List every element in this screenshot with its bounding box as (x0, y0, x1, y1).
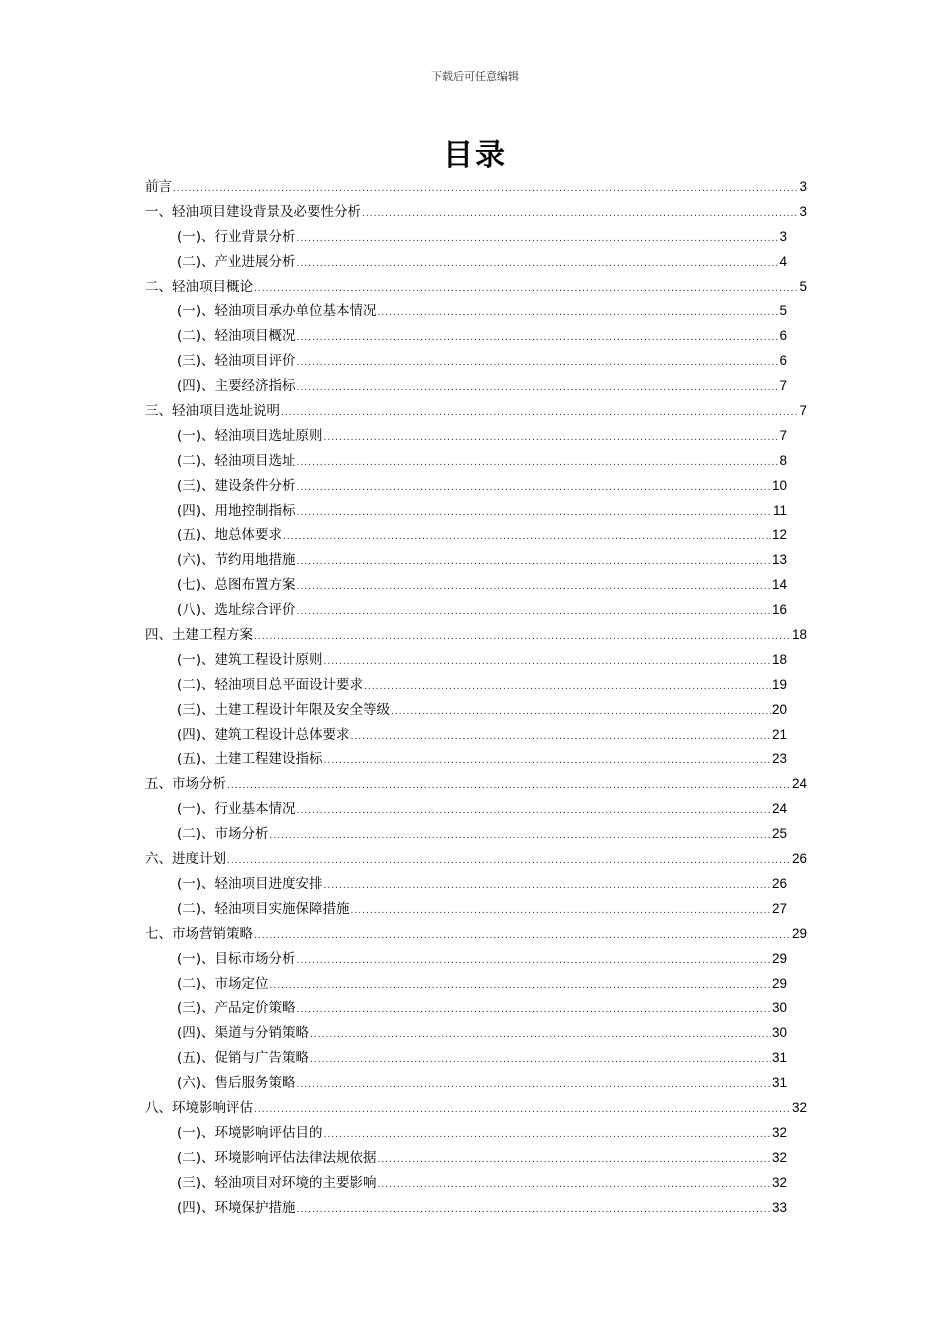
toc-entry-title: (三)、轻油项目评价 (177, 353, 296, 370)
toc-entry-title: (四)、建筑工程设计总体要求 (177, 726, 350, 743)
toc-entry[interactable] (145, 225, 807, 250)
toc-dot-leader (297, 259, 779, 269)
toc-dot-leader (297, 582, 771, 592)
toc-entry[interactable] (145, 374, 807, 399)
toc-entry-title: 一、轻油项目建设背景及必要性分析 (145, 203, 361, 220)
toc-dot-leader (283, 532, 771, 542)
toc-entry-title: (二)、轻油项目概况 (177, 328, 296, 345)
toc-entry-title: (一)、轻油项目选址原则 (177, 427, 323, 444)
toc-dot-leader (378, 1180, 771, 1190)
toc-entry-title: (四)、用地控制指标 (177, 502, 296, 519)
toc-entry[interactable] (145, 972, 807, 997)
toc-entry-title: (五)、地总体要求 (177, 527, 283, 544)
toc-entry-page-number: 27 (771, 900, 787, 916)
toc-entry[interactable] (145, 175, 807, 200)
toc-entry-title: (三)、建设条件分析 (177, 477, 296, 494)
toc-entry-page-number: 16 (771, 602, 787, 618)
toc-entry-title: (二)、产业进展分析 (177, 253, 296, 270)
toc-entry[interactable] (145, 523, 807, 548)
toc-entry-page-number: 3 (799, 179, 807, 194)
toc-entry[interactable] (145, 772, 807, 797)
toc-dot-leader (364, 682, 771, 692)
toc-entry-title: (一)、轻油项目进度安排 (177, 875, 323, 892)
toc-entry-page-number: 13 (771, 552, 787, 568)
toc-entry-page-number: 31 (771, 1050, 787, 1066)
toc-entry-page-number: 7 (799, 403, 807, 419)
toc-entry-title: (七)、总图布置方案 (177, 577, 296, 594)
toc-entry-page-number: 18 (791, 627, 807, 643)
toc-entry-title: (四)、渠道与分销策略 (177, 1025, 310, 1042)
toc-entry-title: (二)、轻油项目总平面设计要求 (177, 676, 364, 693)
toc-entry[interactable] (145, 822, 807, 847)
toc-entry[interactable] (145, 1121, 807, 1146)
toc-entry[interactable] (145, 299, 807, 324)
page-title: 目录 (443, 138, 507, 173)
toc-dot-leader (324, 1130, 771, 1140)
toc-entry[interactable] (145, 797, 807, 822)
toc-entry-title: (一)、建筑工程设计原则 (177, 651, 323, 668)
toc-entry-title: (二)、市场定位 (177, 975, 269, 992)
toc-dot-leader (254, 1105, 791, 1115)
toc-entry-page-number: 20 (771, 701, 787, 717)
toc-dot-leader (391, 707, 771, 717)
toc-dot-leader (173, 184, 798, 194)
toc-entry[interactable] (145, 872, 807, 897)
toc-entry[interactable] (145, 1196, 807, 1221)
toc-entry-page-number: 32 (771, 1124, 787, 1140)
toc-entry-page-number: 26 (791, 851, 807, 867)
toc-entry[interactable] (145, 573, 807, 598)
toc-entry[interactable] (145, 1071, 807, 1096)
toc-entry-title: 五、市场分析 (145, 776, 226, 793)
toc-entry[interactable] (145, 200, 807, 225)
toc-entry-page-number: 18 (771, 651, 787, 667)
toc-dot-leader (254, 931, 791, 941)
toc-entry-title: (二)、轻油项目选址 (177, 452, 296, 469)
toc-entry-title: 四、土建工程方案 (145, 627, 253, 644)
toc-entry-title: (二)、环境影响评估法律法规依据 (177, 1149, 377, 1166)
toc-entry-title: (五)、土建工程建设指标 (177, 751, 323, 768)
toc-entry-page-number: 4 (779, 253, 787, 269)
toc-entry[interactable] (145, 747, 807, 772)
toc-dot-leader (351, 906, 771, 916)
toc-dot-leader (310, 1030, 771, 1040)
toc-dot-leader (270, 981, 771, 991)
toc-entry[interactable] (145, 449, 807, 474)
toc-entry[interactable] (145, 1096, 807, 1121)
toc-entry-title: (五)、促销与广告策略 (177, 1050, 310, 1067)
toc-entry-title: (三)、产品定价策略 (177, 1000, 296, 1017)
toc-entry[interactable] (145, 1021, 807, 1046)
toc-entry-page-number: 23 (771, 751, 787, 767)
toc-entry-page-number: 19 (771, 676, 787, 692)
toc-entry[interactable] (145, 897, 807, 922)
toc-entry-page-number: 31 (771, 1075, 787, 1091)
toc-entry-page-number: 7 (779, 378, 787, 394)
toc-entry-page-number: 32 (791, 1099, 807, 1115)
toc-entry[interactable] (145, 922, 807, 947)
toc-entry-title: (二)、轻油项目实施保障措施 (177, 900, 350, 917)
toc-dot-leader (254, 632, 791, 642)
toc-entry-page-number: 3 (799, 203, 807, 219)
toc-entry-page-number: 7 (779, 427, 787, 443)
toc-dot-leader (270, 831, 771, 841)
toc-entry-title: (八)、选址综合评价 (177, 602, 296, 619)
toc-entry-title: 七、市场营销策略 (145, 925, 253, 942)
toc-entry-page-number: 24 (791, 776, 807, 792)
toc-entry-page-number: 6 (779, 328, 787, 344)
toc-entry[interactable] (145, 1171, 807, 1196)
toc-entry[interactable] (145, 424, 807, 449)
toc-dot-leader (297, 358, 779, 368)
toc-entry-title: (四)、环境保护措施 (177, 1199, 296, 1216)
toc-entry[interactable] (145, 250, 807, 275)
toc-dot-leader (227, 781, 791, 791)
toc-entry[interactable] (145, 648, 807, 673)
toc-entry-title: 八、环境影响评估 (145, 1099, 253, 1116)
toc-entry-title: 二、轻油项目概论 (145, 278, 253, 295)
toc-dot-leader (254, 284, 798, 294)
toc-entry-page-number: 30 (771, 1025, 787, 1041)
toc-dot-leader (310, 1055, 771, 1065)
toc-entry-title: (六)、售后服务策略 (177, 1075, 296, 1092)
toc-entry[interactable] (145, 349, 807, 374)
toc-entry[interactable] (145, 947, 807, 972)
toc-entry-page-number: 26 (771, 875, 787, 891)
toc-dot-leader (297, 458, 779, 468)
toc-entry-title: (三)、土建工程设计年限及安全等级 (177, 701, 391, 718)
toc-dot-leader (297, 557, 771, 567)
toc-entry-title: (三)、轻油项目对环境的主要影响 (177, 1174, 377, 1191)
toc-entry[interactable] (145, 324, 807, 349)
toc-entry-page-number: 5 (779, 303, 787, 319)
toc-entry-page-number: 29 (771, 950, 787, 966)
toc-entry[interactable] (145, 1146, 807, 1171)
toc-entry-page-number: 30 (771, 1000, 787, 1016)
toc-entry-page-number: 32 (771, 1174, 787, 1190)
toc-entry[interactable] (145, 623, 807, 648)
toc-entry-title: 六、进度计划 (145, 851, 226, 868)
toc-entry-title: (六)、节约用地措施 (177, 552, 296, 569)
toc-entry[interactable] (145, 698, 807, 723)
toc-entry[interactable] (145, 1046, 807, 1071)
toc-dot-leader (297, 1205, 771, 1215)
toc-dot-leader (362, 209, 798, 219)
toc-entry-page-number: 21 (771, 726, 787, 742)
toc-entry[interactable] (145, 399, 807, 424)
toc-entry-title: (一)、轻油项目承办单位基本情况 (177, 303, 377, 320)
toc-entry-title: (一)、目标市场分析 (177, 950, 296, 967)
toc-dot-leader (297, 806, 771, 816)
toc-entry[interactable] (145, 673, 807, 698)
toc-entry-page-number: 3 (779, 228, 787, 244)
toc-entry-page-number: 8 (779, 452, 787, 468)
toc-dot-leader (324, 657, 771, 667)
toc-entry-title: (一)、环境影响评估目的 (177, 1124, 323, 1141)
toc-entry-page-number: 29 (791, 925, 807, 941)
toc-dot-leader (297, 483, 771, 493)
toc-entry-page-number: 12 (771, 527, 787, 543)
toc-dot-leader (297, 383, 779, 393)
toc-entry-title: (一)、行业基本情况 (177, 801, 296, 818)
toc-entry[interactable] (145, 598, 807, 623)
toc-entry[interactable] (145, 723, 807, 748)
table-of-contents (145, 175, 807, 1220)
toc-dot-leader (227, 856, 791, 866)
toc-dot-leader (324, 433, 779, 443)
toc-dot-leader (324, 756, 771, 766)
toc-entry[interactable] (145, 499, 807, 524)
toc-entry-page-number: 11 (772, 502, 787, 518)
toc-entry-page-number: 32 (771, 1149, 787, 1165)
toc-entry-page-number: 5 (799, 278, 807, 294)
toc-dot-leader (378, 1155, 771, 1165)
toc-dot-leader (297, 234, 779, 244)
toc-dot-leader (281, 408, 798, 418)
toc-dot-leader (297, 607, 771, 617)
page-header: 下载后可任意编辑 (431, 70, 519, 83)
toc-entry-page-number: 10 (771, 477, 787, 493)
toc-entry-page-number: 25 (771, 826, 787, 842)
toc-dot-leader (297, 508, 772, 518)
toc-entry[interactable] (145, 275, 807, 300)
toc-entry-title: (一)、行业背景分析 (177, 228, 296, 245)
toc-entry-page-number: 33 (771, 1199, 787, 1215)
toc-entry[interactable] (145, 996, 807, 1021)
toc-entry[interactable] (145, 847, 807, 872)
toc-dot-leader (351, 732, 771, 742)
toc-entry[interactable] (145, 548, 807, 573)
toc-dot-leader (324, 881, 771, 891)
toc-entry-page-number: 29 (771, 975, 787, 991)
toc-dot-leader (378, 308, 779, 318)
toc-entry-title: (二)、市场分析 (177, 826, 269, 843)
toc-entry-title: 前言 (145, 179, 172, 195)
toc-dot-leader (297, 1005, 771, 1015)
toc-entry-page-number: 24 (771, 801, 787, 817)
toc-entry-page-number: 6 (779, 353, 787, 369)
toc-entry-page-number: 14 (771, 577, 787, 593)
toc-dot-leader (297, 1080, 771, 1090)
toc-entry-title: 三、轻油项目选址说明 (145, 403, 280, 420)
toc-entry[interactable] (145, 474, 807, 499)
toc-dot-leader (297, 956, 771, 966)
toc-dot-leader (297, 333, 779, 343)
toc-entry-title: (四)、主要经济指标 (177, 378, 296, 395)
